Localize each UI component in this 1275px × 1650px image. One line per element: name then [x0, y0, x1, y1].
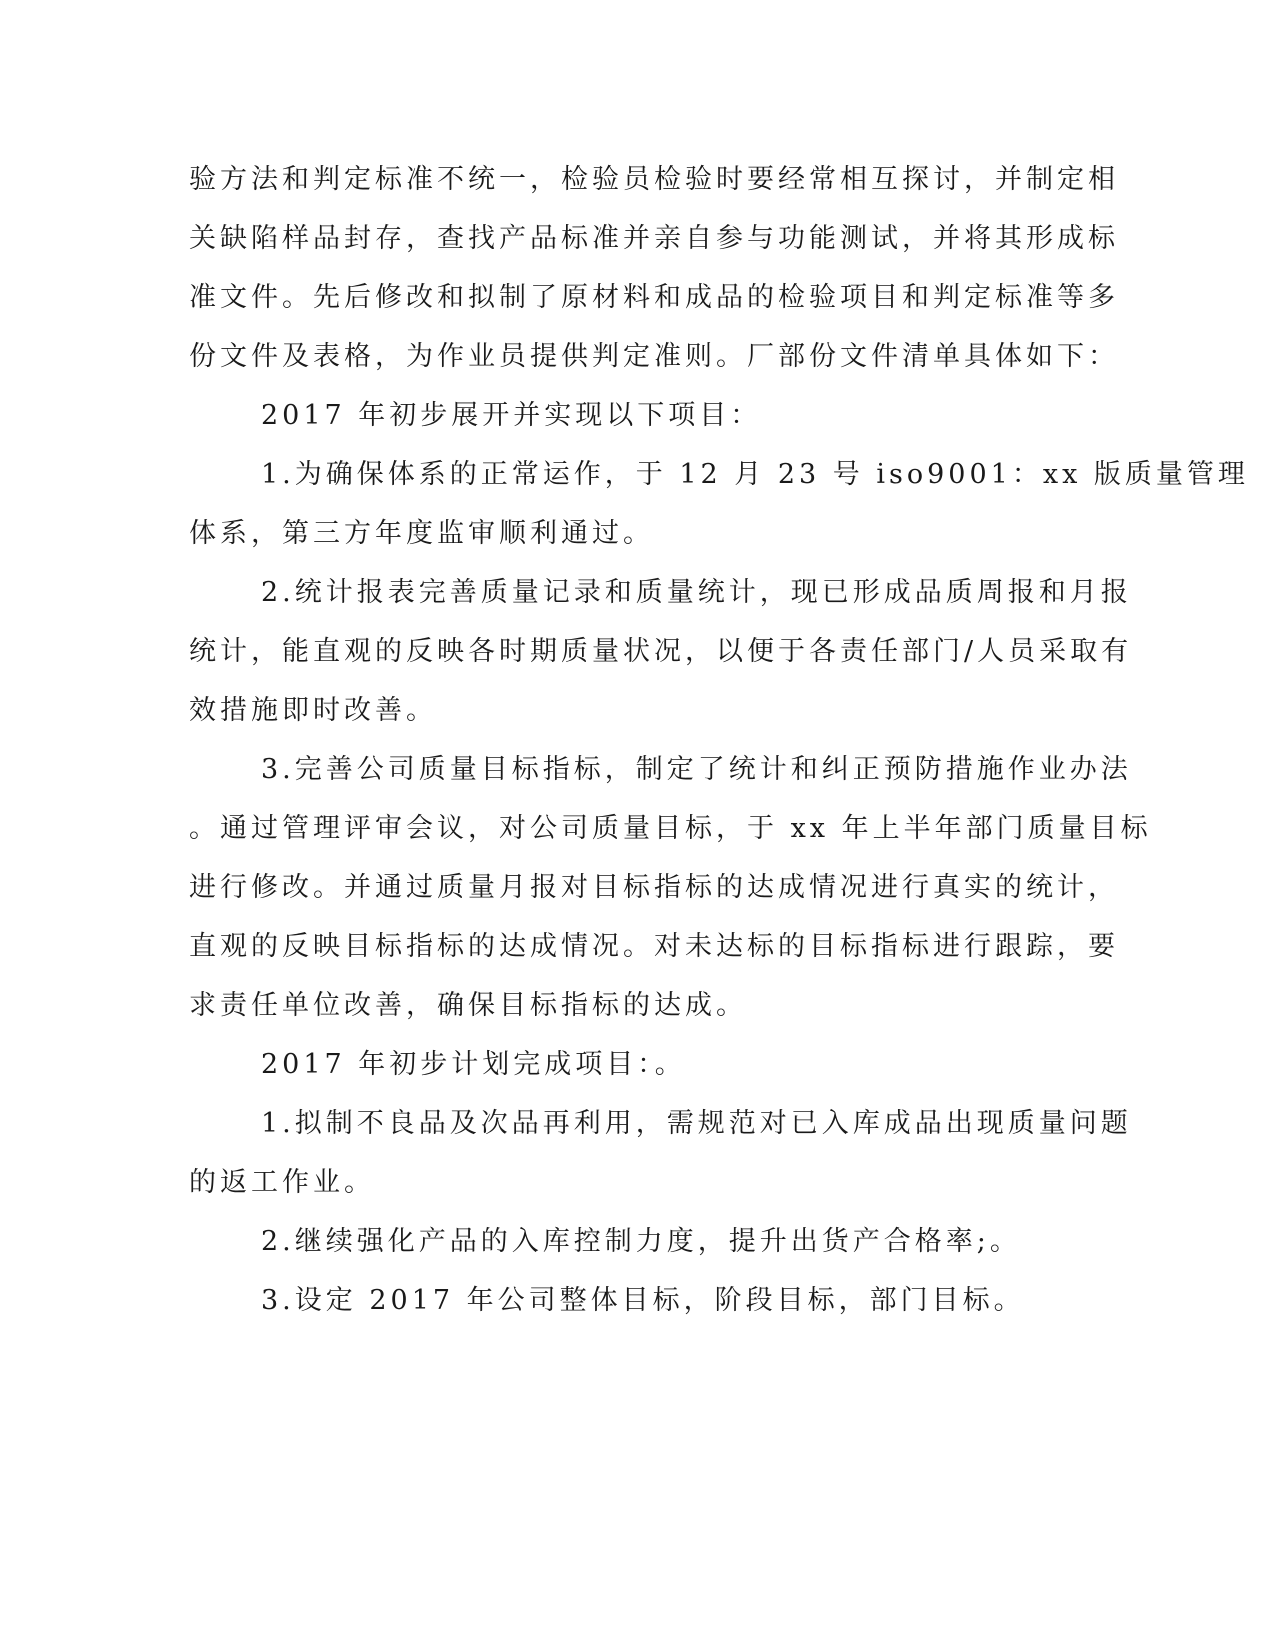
list-item-line: 求责任单位改善，确保目标指标的达成。: [189, 990, 747, 1021]
list-item-line: 2.继续强化产品的入库控制力度，提升出货产合格率;。: [261, 1226, 1021, 1257]
list-item-line: 2.统计报表完善质量记录和质量统计，现已形成品质周报和月报: [261, 577, 1132, 608]
list-item-line: 。通过管理评审会议，对公司质量目标，于 xx 年上半年部门质量目标: [189, 813, 1152, 844]
section-heading: 2017 年初步展开并实现以下项目：: [261, 400, 762, 431]
body-text-line: 份文件及表格，为作业员提供判定准则。厂部份文件清单具体如下：: [189, 341, 1119, 372]
list-item-line: 3.完善公司质量目标指标，制定了统计和纠正预防措施作业办法: [261, 754, 1132, 785]
list-item-line: 3.设定 2017 年公司整体目标，阶段目标，部门目标。: [261, 1285, 1025, 1316]
list-item-line: 直观的反映目标指标的达成情况。对未达标的目标指标进行跟踪，要: [189, 931, 1119, 962]
list-item-line: 体系，第三方年度监审顺利通过。: [189, 518, 654, 549]
body-text-line: 关缺陷样品封存，查找产品标准并亲自参与功能测试，并将其形成标: [189, 223, 1119, 254]
list-item-line: 的返工作业。: [189, 1167, 375, 1198]
body-text-line: 准文件。先后修改和拟制了原材料和成品的检验项目和判定标准等多: [189, 282, 1119, 313]
list-item-line: 统计，能直观的反映各时期质量状况，以便于各责任部门/人员采取有: [189, 636, 1133, 667]
section-heading: 2017 年初步计划完成项目：。: [261, 1049, 686, 1080]
list-item-line: 进行修改。并通过质量月报对目标指标的达成情况进行真实的统计，: [189, 872, 1119, 903]
list-item-line: 1.为确保体系的正常运作，于 12 月 23 号 iso9001：xx 版质量管理: [261, 459, 1249, 490]
list-item-line: 1.拟制不良品及次品再利用，需规范对已入库成品出现质量问题: [261, 1108, 1132, 1139]
list-item-line: 效措施即时改善。: [189, 695, 437, 726]
body-text-line: 验方法和判定标准不统一，检验员检验时要经常相互探讨，并制定相: [189, 164, 1119, 195]
